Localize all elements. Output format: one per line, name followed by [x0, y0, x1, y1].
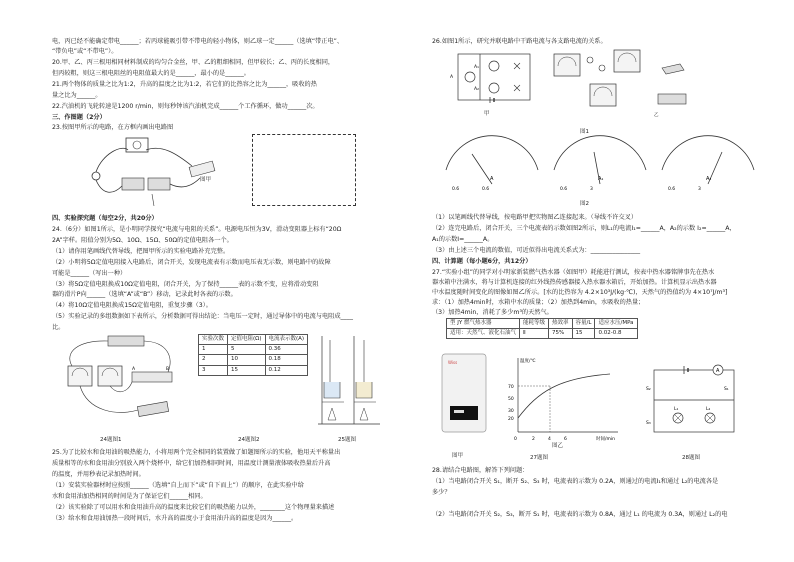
tick-label: 70	[508, 385, 514, 390]
figure-caption: 25题图	[338, 437, 356, 443]
figure-caption: 甲	[484, 111, 490, 117]
text-line: 量之比为______。	[52, 92, 102, 99]
table-cell: 1	[199, 345, 228, 355]
tick-label: 0	[514, 437, 517, 442]
text-line: 多少？	[432, 489, 451, 496]
tick-label: 20	[508, 417, 514, 422]
table-cell: 5	[228, 345, 266, 355]
figure-caption: 图乙	[552, 443, 564, 449]
svg-text:0.6: 0.6	[668, 187, 676, 192]
data-table	[198, 334, 308, 376]
table-row	[199, 345, 308, 355]
figure-caption: 图1	[580, 129, 589, 135]
table-row	[199, 355, 308, 365]
temperature-curve	[518, 374, 610, 418]
tick-label: 30	[508, 409, 514, 414]
table-cell: 适用：天然气、液化石油气	[447, 329, 520, 339]
table-header-cell: 容量/L	[572, 319, 595, 329]
text-line: 求：（1）加热4min时，水箱中水的质量；（2）加热到4min，水吸收的热量；	[432, 299, 645, 306]
question-23: 23.按图甲所示的电路，在方框内画出电路图	[52, 124, 174, 131]
text-line: 21.两个物体的质量之比为1:2，升高的温度之比为1:2，若它们的比热容之比为______，吸收的热	[52, 81, 317, 88]
table-header-row	[199, 335, 308, 345]
table-header-row	[447, 319, 638, 329]
table-cell: 15	[228, 365, 266, 375]
text-line: 可能是______（写出一种）	[52, 270, 127, 277]
section-heading: 四、实验探究题（每空2分，共20分）	[52, 215, 158, 222]
table-cell: 10	[228, 355, 266, 365]
text-line: （2）当电路闭合开关 S₂，S₃，断开 S₁ 时，电流表的示数为 0.8A，通过 L₁ 的电流为 0.3A，则通过 L₂的电	[432, 511, 728, 518]
temperature-time-graph	[498, 352, 628, 444]
table-header-cell: 适应水压/MPa	[595, 319, 637, 329]
experiment-circuit-figure	[58, 332, 186, 432]
gas-water-heater-image	[438, 352, 492, 442]
svg-text:S₃: S₃	[646, 421, 651, 426]
text-line: （1）当电路闭合开关 S₁，断开 S₂、S₃ 时，电流表的示数为 0.2A，则通过的电流I₁和通过 L₂的电流各是	[432, 478, 719, 485]
text-line: 器的滑片P向______（选填“A”或“B”）移动，记录此时各表的示数。	[52, 291, 237, 298]
table-cell: 0.36	[265, 345, 308, 355]
table-cell: 15	[572, 329, 595, 339]
brand-logo: Wiss	[448, 360, 458, 365]
table-header-cell: 定值电阻(Ω)	[228, 335, 266, 345]
text-line: 20.甲、乙、丙三根用相同材料制成的均匀合金丝，甲、乙的粗细相同，但甲较长；乙、丙的长度相同，	[52, 59, 335, 66]
ammeter-dials	[442, 140, 762, 196]
svg-text:0.6: 0.6	[560, 187, 568, 192]
table-cell: 75%	[549, 329, 573, 339]
svg-text:L₂: L₂	[706, 407, 711, 412]
table-cell: Ⅱ	[520, 329, 549, 339]
table-cell: 3	[199, 365, 228, 375]
tick-label: 6	[564, 437, 567, 442]
text-line: 器水箱中注满水，将与计算机连接的红外线热传感器接入热水器水箱后，开始加热。计算机显示出热水器	[432, 279, 717, 286]
svg-text:3: 3	[590, 187, 593, 192]
figure-caption: 图甲	[200, 177, 212, 183]
svg-text:S₁: S₁	[724, 387, 729, 392]
meter-label: A	[490, 176, 494, 182]
text-line: “带负电”或“不带电”）。	[52, 48, 118, 55]
table-row	[199, 365, 308, 375]
table-cell: 0.18	[265, 355, 308, 365]
text-line: （2）该实验除了可以用水和食用油升高的温度来比较它们的吸热能力以外，________这个物理量来描述	[52, 504, 335, 511]
circuit-sketch-figure	[82, 134, 232, 214]
section-heading: 四、计算题（每小题6分，共12分）	[432, 258, 532, 265]
figure-caption: 图2	[580, 201, 589, 207]
svg-text:L₁: L₁	[674, 407, 679, 412]
text-line: 中水温度随时间变化的图像如图乙所示。[水的比热容为 4.2×10³J/(kg·℃)，天然气的热值约为 4×10⁷J/m³]	[432, 289, 728, 296]
ammeter-dial	[554, 136, 646, 192]
text-line: （1）以笔画线代替导线，按电路甲把实物图乙连接起来。（导线不许交叉）	[432, 214, 638, 221]
figure-caption: 图甲	[452, 453, 464, 459]
heating-apparatus-figure	[314, 332, 386, 432]
question-26: 26.如图1所示，研究并联电路中干路电流与各支路电流的关系。	[432, 38, 607, 45]
table-cell: 0.12	[265, 365, 308, 375]
table-header-cell: 能耗等级	[520, 319, 549, 329]
tick-label: 2	[532, 437, 535, 442]
heater-spec-table	[446, 318, 638, 339]
svg-text:0.6: 0.6	[452, 187, 460, 192]
svg-text:S₂: S₂	[646, 387, 651, 392]
text-line: 水和食用油加热相同的时间是为了保证它们______相同。	[52, 493, 207, 500]
text-line: A₁的示数I=______A。	[432, 236, 494, 243]
text-line: 28.请结合电路图，解答下列问题：	[432, 467, 529, 474]
graph-ylabel: 温度/℃	[520, 359, 536, 364]
ammeter-dial	[446, 136, 538, 192]
table-header-cell: 型 JY 燃气热水器	[447, 319, 520, 329]
text-line: 2A”字样。阻值分别为5Ω、10Ω、15Ω、50Ω的定值电阻各一个。	[52, 237, 233, 244]
meter-label: A₁	[474, 65, 479, 70]
figure-caption: 24题图1	[100, 437, 122, 443]
meter-labels-layer	[450, 54, 514, 98]
meter-label: A	[450, 75, 454, 80]
text-line: 22.汽油机的飞轮转速是1200 r/min，则每秒钟该汽油机完成______个工作循环，做功______次。	[52, 103, 319, 110]
text-line: （5）实验记录的多组数据如下表所示，分析数据可得出结论：当电压一定时，通过导体中的电流与电阻成____	[52, 313, 353, 320]
text-line: 电，丙已经不能确定带电______；若丙球能吸引带不带电的轻小物体，则乙球一定______（选填“带正电”、	[52, 38, 344, 45]
table-header-cell: 实验次数	[199, 335, 228, 345]
figure-caption: 24题图2	[238, 437, 260, 443]
drawing-answer-box[interactable]	[252, 134, 356, 206]
text-line: （3）由上述三个电流的数值，可近似得出电流关系式为：________________	[432, 247, 641, 254]
ammeter-dial	[662, 136, 754, 192]
text-line: （4）将10Ω定值电阻换成15Ω定值电阻，重复步骤（3）。	[52, 302, 212, 309]
svg-text:B: B	[166, 367, 170, 372]
figure-caption: 28题图	[682, 455, 700, 461]
text-line: （1）安装实验器材时应按照______（选填“自上而下”或“自下而上”）的顺序，在此实验中给	[52, 482, 304, 489]
svg-text:0.6: 0.6	[482, 187, 490, 192]
svg-text:A: A	[132, 367, 136, 372]
tick-label: 50	[508, 397, 514, 402]
text-line: 24.（6分）如图1所示，是小明同学探究“电流与电阻的关系”。电源电压恒为3V，滑动变阻器上标有“20Ω	[52, 226, 342, 233]
text-line: 25.为了比较水和食用油的吸热能力，小将用两个完全相同的装置做了如题图所示的实验，他用天平称量出	[52, 449, 341, 456]
text-line: （2）小明将5Ω定值电阻接入电路后，闭合开关，发现电流表有示数而电压表无示数，则电路中的故障	[52, 259, 331, 266]
section-heading: 三、作图题（2分）	[52, 114, 106, 121]
figure-caption: 27题图	[530, 455, 548, 461]
svg-text:3: 3	[698, 187, 701, 192]
text-line: 比。	[52, 324, 65, 331]
text-line: （3）加热4min，消耗了多少m³的天然气。	[432, 309, 553, 316]
table-row	[447, 329, 638, 339]
table-header-cell: 热效率	[549, 319, 573, 329]
table-cell: 2	[199, 355, 228, 365]
text-line: （3）将5Ω定值电阻换成10Ω定值电阻，闭合开关，为了保持______表的示数不变，应将滑动变阻	[52, 281, 319, 288]
table-header-cell: 电流表示数(A)	[265, 335, 308, 345]
text-line: 但丙较粗，则这三根电阻丝的电阻值最大的是______，最小的是______。	[52, 70, 250, 77]
physical-circuit-figure	[550, 46, 700, 118]
tick-label: 4	[548, 437, 551, 442]
text-line: （2）连完电路后，闭合开关，三个电流表的示数如图2所示，则L₁的电流I₁=______A，A₂的示数 I₂=______A，	[432, 225, 736, 232]
svg-text:A: A	[716, 368, 720, 374]
text-line: 的温度，并用秒表记录加热时间。	[52, 471, 145, 478]
text-line: 质量相等的水和食用油分别放入两个烧杯中，给它们加热相同时间，用温度计测量液体吸收热量后升高	[52, 460, 331, 467]
meter-label: A₂	[706, 176, 712, 182]
graph-xlabel: 时间/min	[596, 437, 616, 442]
table-cell: 0.02-0.8	[595, 329, 637, 339]
meter-label: A₂	[474, 87, 479, 92]
text-line: 27.“实验小组”的同学对小明家新装燃气热水器（如图甲）耗能进行测试，按表中热水器铭牌事先在热水	[432, 269, 715, 276]
meter-label: A₁	[598, 176, 604, 182]
text-line: （3）给水和食用油加热一段时间后，水升高的温度小于食用油升高的温度是因为______。	[52, 515, 298, 522]
switch-circuit-diagram	[644, 360, 744, 440]
figure-caption: 乙	[654, 113, 659, 118]
text-line: （1）请你用笔画线代替导线，把图甲所示的实验电路补充完整。	[52, 248, 230, 255]
